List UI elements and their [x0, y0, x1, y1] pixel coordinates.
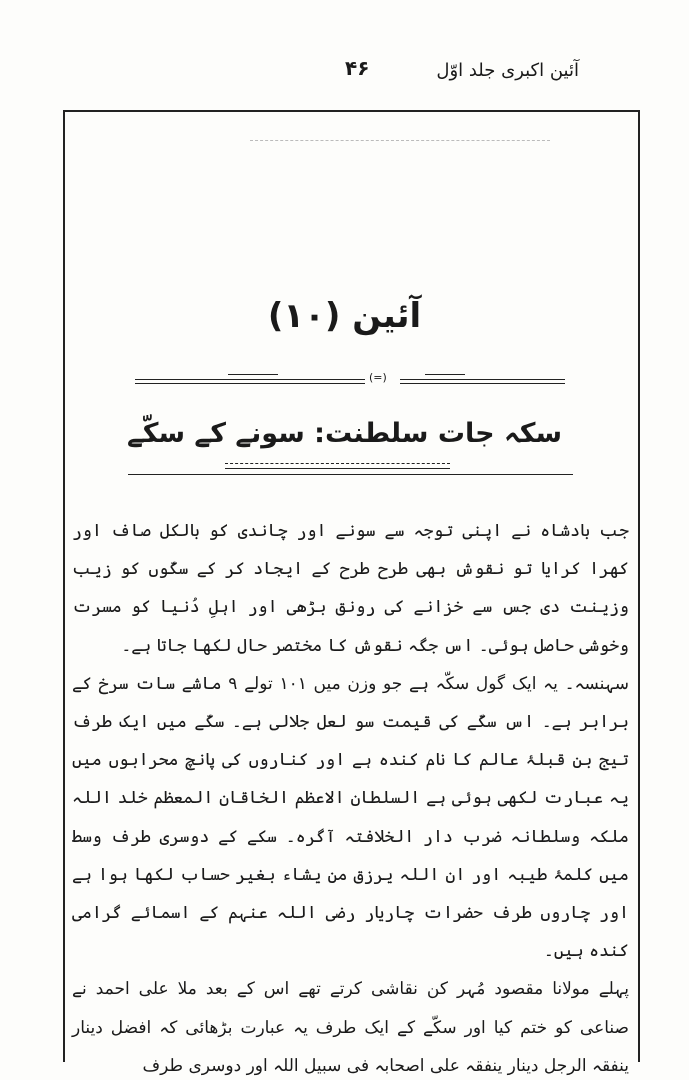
ornament-rule	[135, 383, 365, 384]
ornament-rule	[225, 463, 450, 464]
ornament-rule	[228, 374, 278, 375]
frame-inner-rule	[250, 140, 550, 141]
section-heading: آئین (۱۰)	[267, 296, 422, 336]
paragraph: سہنسہ۔ یہ ایک گول سکّہ ہے جو وزن میں ۱۰۱ تولے ۹ ماشے سات سرخ کے برابر ہے۔ اس سکّے کی قیمت سو لعل جلالی ہے۔ سکّے میں ایک طرف تیج بن قبلۂ عالم کا نام کندہ ہے اور کناروں کی پانچ محرابوں میں یہ عبارت لکھی ہوئی ہے السلطان الاعظم الخاقان المعظم خلد اللہ ملکہ وسلطانہ ضرب دار الخلافتہ آگرہ۔ سکے کے دوسری طرف وسط میں کلمۂ طیبہ اور ان اللہ یرزق من یشاء بغیر حساب لکھا ہوا ہے اور چاروں طرف حضرات چاریار رضی اللہ عنہم کے اسمائے گرامی کندہ ہیں۔	[72, 673, 629, 962]
running-header	[40, 54, 649, 94]
ornament-rule	[400, 379, 565, 380]
page-number: ۴۶	[345, 56, 370, 80]
ornament-rule	[128, 474, 573, 475]
ornament-rule	[135, 379, 365, 380]
paragraph: جب بادشاہ نے اپنی توجہ سے سونے اور چاندی کو بالکل صاف اور کھرا کرایا تو نقوش بھی طرح طرح کے ایجاد کر کے سکّوں کو زیب وزینت دی جس سے خزانے کی رونق بڑھی اور اہلِ دُنیا کو مسرت وخوشی حاصل ہوئی۔ اس جگہ نقوش کا مختصر حال لکھا جاتا ہے۔	[72, 521, 629, 656]
ornament-rule	[225, 468, 450, 469]
section-subheading: سکہ جات سلطنت: سونے کے سکّے	[126, 418, 563, 449]
ornament-mark: (=)	[369, 371, 387, 384]
ornament-rule	[400, 383, 565, 384]
body-text	[72, 512, 629, 1085]
paragraph: پہلے مولانا مقصود مُہر کن نقاشی کرتے تھے اس کے بعد ملا علی احمد نے صناعی کو ختم کیا اور سکّے کے ایک طرف یہ عبارت بڑھائی کہ افضل دینار ینفقہ الرجل دینار ینفقہ علی اصحابہ فی سبیل اللہ اور دوسری طرف	[72, 979, 629, 1076]
ornament-rule	[425, 374, 465, 375]
book-title: آئین اکبری جلد اوّل	[436, 60, 579, 81]
